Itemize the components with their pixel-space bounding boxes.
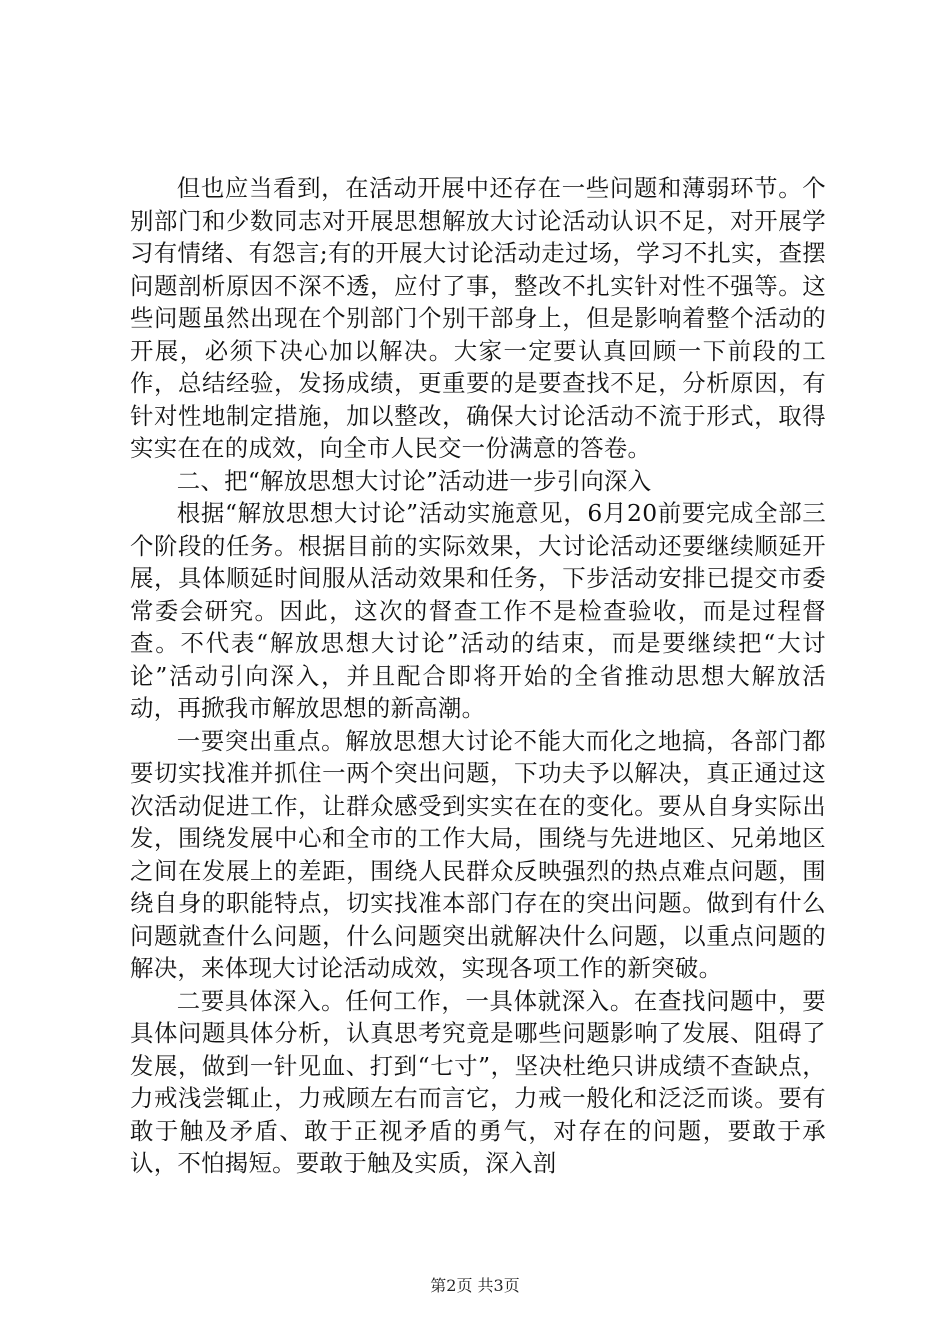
page-footer: 第2页 共3页 [430, 1276, 520, 1295]
paragraph-highlight-focus: 一要突出重点。解放思想大讨论不能大而化之地搞，各部门都要切实找准并抓住一两个突出问题，下功夫予以解决，真正通过这次活动促进工作，让群众感受到实实在在的变化。要从自身实际出发，围绕发展中心和全市的工作大局，围绕与先进地区、兄弟地区之间在发展上的差距，围绕人民群众反映强烈的热点难点问题，围绕自身的职能特点，切实找准本部门存在的突出问题。做到有什么问题就查什么问题，什么问题突出就解决什么问题，以重点问题的解决，来体现大讨论活动成效，实现各项工作的新突破。 [130, 726, 826, 982]
paragraph-implementation: 根据“解放思想大讨论”活动实施意见，6月20前要完成全部三个阶段的任务。根据目前的实际效果，大讨论活动还要继续顺延开展，具体顺延时间服从活动效果和任务，下步活动安排已提交市委常委会研究。因此，这次的督查工作不是检查验收，而是过程督查。不代表“解放思想大讨论”活动的结束，而是要继续把“大讨论”活动引向深入，并且配合即将开始的全省推动思想大解放活动，再掀我市解放思想的新高潮。 [130, 499, 826, 722]
paragraph-shortcomings: 但也应当看到，在活动开展中还存在一些问题和薄弱环节。个别部门和少数同志对开展思想解放大讨论活动认识不足，对开展学习有情绪、有怨言;有的开展大讨论活动走过场，学习不扎实，查摆问题剖析原因不深不透，应付了事，整改不扎实针对性不强等。这些问题虽然出现在个别部门个别干部身上，但是影响着整个活动的开展，必须下决心加以解决。大家一定要认真回顾一下前段的工作，总结经验，发扬成绩，更重要的是要查找不足，分析原因，有针对性地制定措施，加以整改，确保大讨论活动不流于形式，取得实实在在的成效，向全市人民交一份满意的答卷。 [130, 174, 826, 462]
document-body [130, 172, 826, 1180]
section-heading-two: 二、把“解放思想大讨论”活动进一步引向深入 [176, 466, 652, 495]
paragraph-concrete-depth: 二要具体深入。任何工作，一具体就深入。在查找问题中，要具体问题具体分析，认真思考究竟是哪些问题影响了发展、阻碍了发展，做到一针见血、打到“七寸”，坚决杜绝只讲成绩不查缺点，力戒浅尝辄止，力戒顾左右而言它，力戒一般化和泛泛而谈。要有敢于触及矛盾、敢于正视矛盾的勇气，对存在的问题，要敢于承认，不怕揭短。要敢于触及实质，深入剖 [130, 986, 826, 1177]
